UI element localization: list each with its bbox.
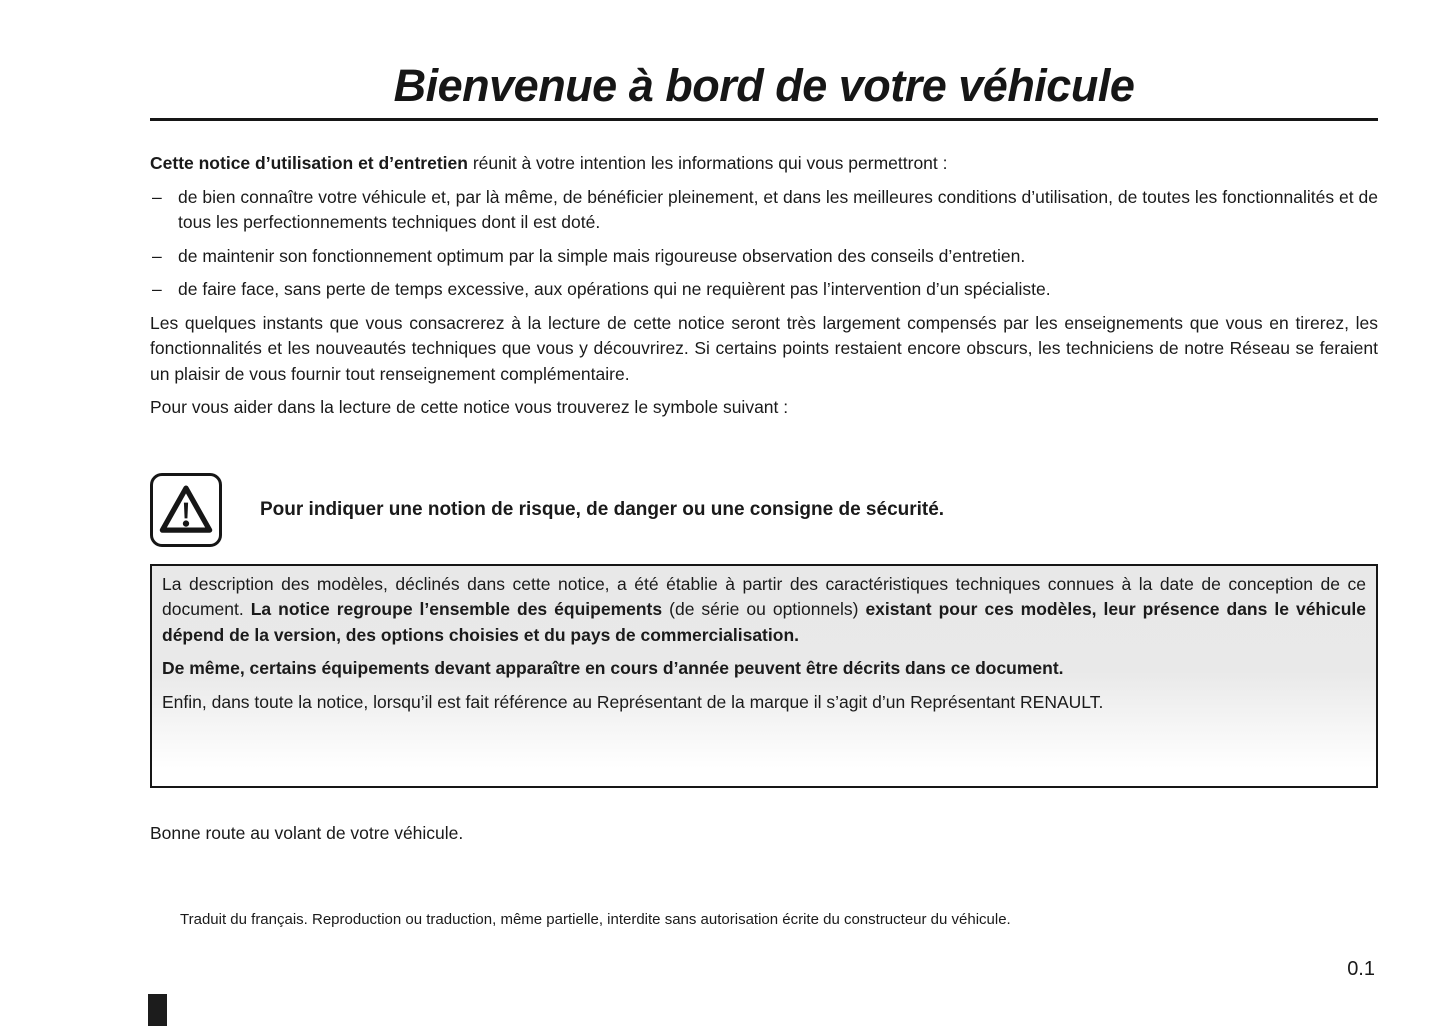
bullet-text: de maintenir son fonctionnement optimum par la simple mais rigoureuse observation des conseils d’entretien. [178, 245, 1026, 266]
copyright-footnote: Traduit du français. Reproduction ou traduction, même partielle, interdite sans autorisation écrite du constructeur du véhicule. [180, 911, 1011, 929]
notice-paragraph-3: Enfin, dans toute la notice, lorsqu’il est fait référence au Représentant de la marque il s’agit d’un Représentant RENAULT. [162, 691, 1104, 712]
dash-marker: – [152, 186, 162, 207]
warning-symbol-row [150, 473, 1378, 547]
warning-triangle-icon [150, 473, 222, 547]
notice-p1-bold-a: La notice regroupe l’ensemble des équipements [250, 599, 663, 620]
warning-caption: Pour indiquer une notion de risque, de danger ou une consigne de sécurité. [260, 498, 945, 520]
notice-paragraph-1 [162, 572, 1366, 649]
bullet-item-1 [150, 185, 1378, 236]
intro-paragraph [150, 151, 1378, 177]
section-tab-marker [148, 994, 167, 1026]
page-title: Bienvenue à bord de votre véhicule [393, 60, 1135, 111]
bullet-item-2 [150, 244, 1378, 270]
dash-marker: – [152, 245, 162, 266]
notice-p1-bold-b: existant pour ces modèles, leur présence dans le véhicule dépend de la version, des options choisies et du pays de commercialisation. [162, 599, 1366, 645]
bullet-text: de faire face, sans perte de temps excessive, aux opérations qui ne requièrent pas l’intervention d’un spécialiste. [178, 279, 1051, 300]
reading-benefits-paragraph: Les quelques instants que vous consacrerez à la lecture de cette notice seront très largement compensés par les enseignements que vous en tirerez, les fonctionnalités et les nouveautés techniques que vous y découvrirez. Si certains points restaient encore obscurs, les techniciens de notre Réseau se feraient un plaisir de vous fournir tout renseignement complémentaire. [150, 312, 1378, 384]
dash-marker: – [152, 279, 162, 300]
page-content [150, 0, 1378, 930]
symbol-intro-paragraph: Pour vous aider dans la lecture de cette notice vous trouverez le symbole suivant : [150, 397, 789, 418]
title-divider [150, 118, 1378, 121]
notice-p1-regular: La description des modèles, déclinés dans cette notice, a été établie à partir des caractéristiques techniques connues à la date de conception de ce document. [162, 573, 1366, 620]
bullet-item-3 [150, 277, 1378, 303]
page-number: 0.1 [1347, 958, 1375, 980]
notice-paragraph-2: De même, certains équipements devant apparaître en cours d’année peuvent être décrits dans ce document. [162, 658, 1064, 679]
closing-line: Bonne route au volant de votre véhicule. [150, 822, 464, 843]
notice-box [150, 564, 1378, 788]
bullet-text: de bien connaître votre véhicule et, par là même, de bénéficier pleinement, et dans les meilleures conditions d’utilisation, de toutes les fonctionnalités et de tous les perfectionnements techniques dont il est doté. [178, 186, 1378, 233]
intro-lead-bold: Cette notice d’utilisation et d’entretien [150, 153, 468, 174]
intro-rest-text: réunit à votre intention les informations qui vous permettront : [467, 153, 948, 174]
notice-p1-mid: (de série ou optionnels) [662, 599, 866, 620]
